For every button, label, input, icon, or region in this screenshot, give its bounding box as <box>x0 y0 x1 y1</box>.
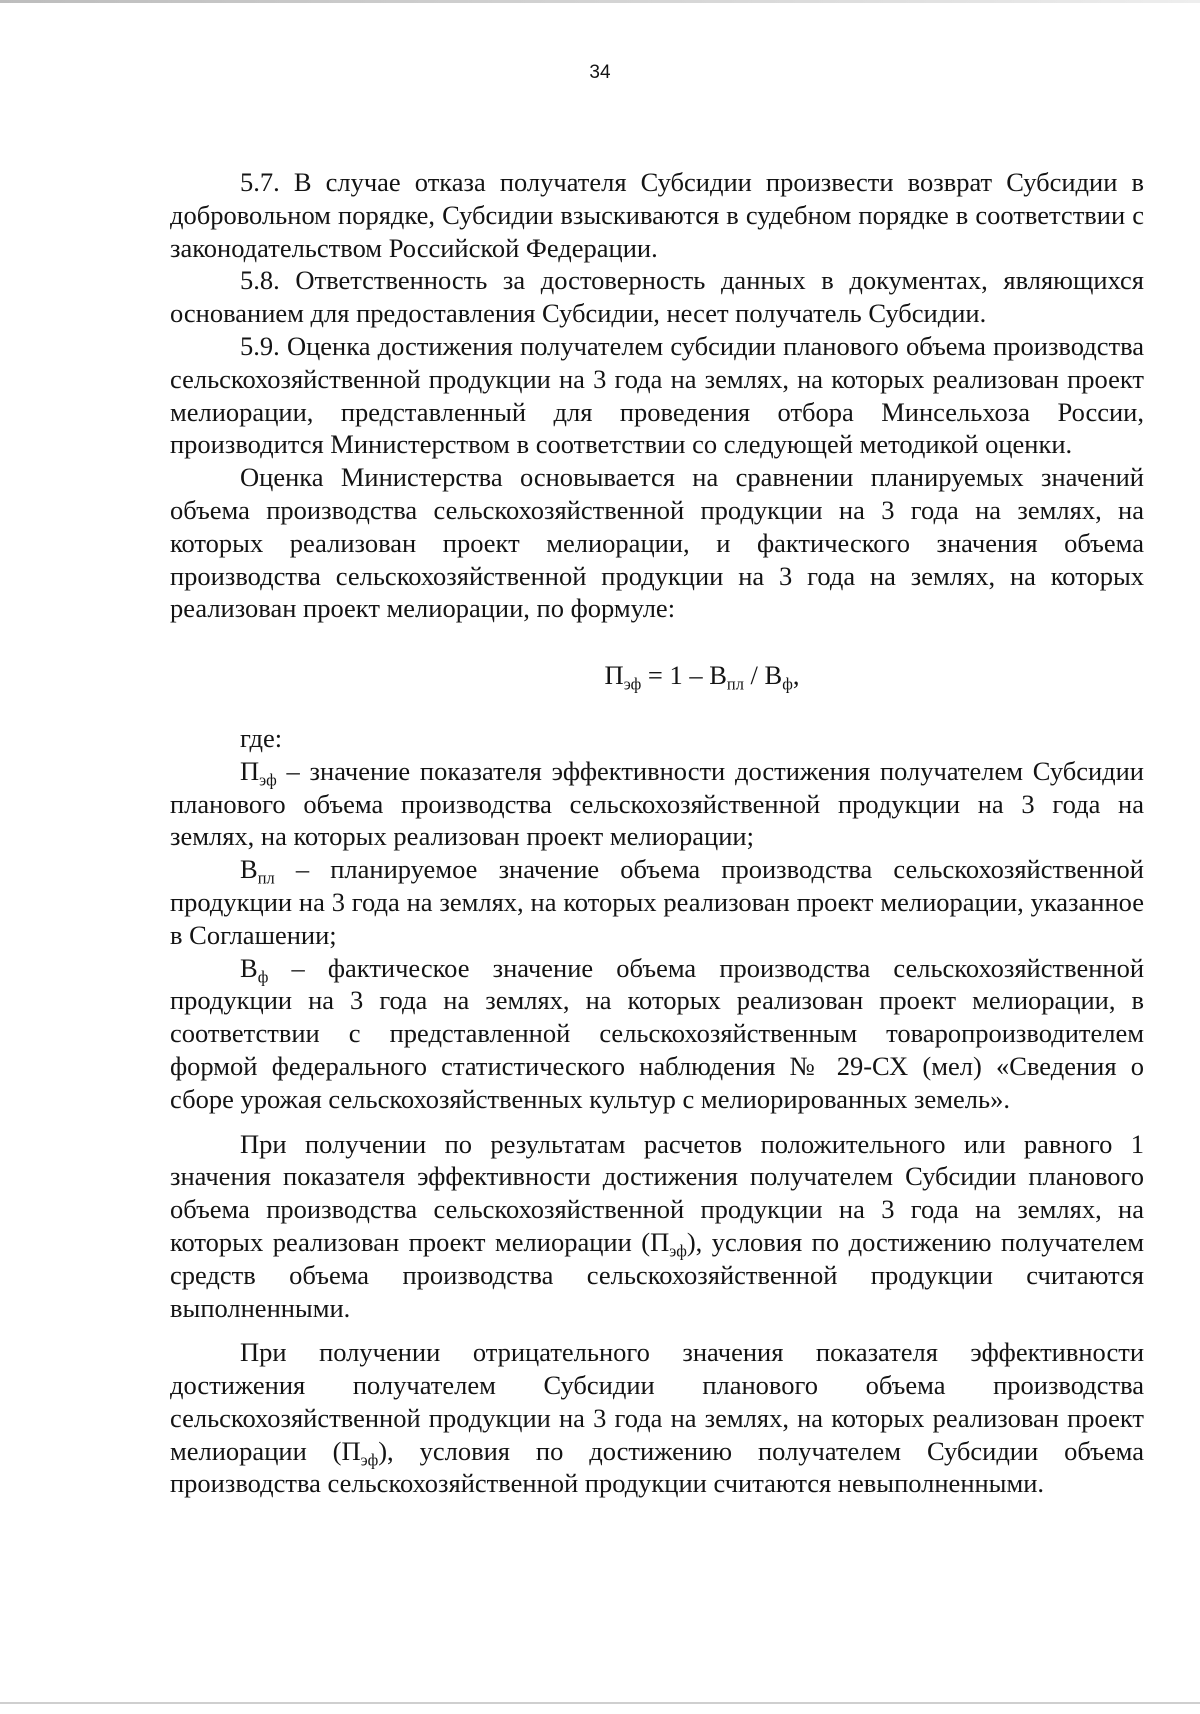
paragraph-evaluation-method: Оценка Министерства основывается на сравнении планируемых значений объема производства сельскохозяйственной продукции на 3 года на землях, на которых реализован проект мелиорации, и фактического значения объема производства сельскохозяйственной продукции на 3 года на землях, на которых реализован проект мелиорации, по формуле: <box>170 462 1144 624</box>
definition-vpl-text: – планируемое значение объема производства сельскохозяйственной продукции на 3 года на землях, на которых реализован проект мелиорации, указанное в Соглашении; <box>170 854 1144 950</box>
definition-vf-subscript: ф <box>257 966 269 986</box>
paragraph-5-9: 5.9. Оценка достижения получателем субсидии планового объема производства сельскохозяйственной продукции на 3 года на землях, на которых реализован проект мелиорации, представленный для проведения отбора Минсельхоза России, производится Министерством в соответствии со следующей методикой оценки. <box>170 330 1144 460</box>
definition-vf-text: – фактическое значение объема производства сельскохозяйственной продукции на 3 года на землях, на которых реализован проект мелиорации, в соответствии с представленной сельскохозяйственным товаропроизводителем формой федерального статистического наблюдения № 29-СХ (мел) «Сведения о сборе урожая сельскохозяйственных культур с мелиорированных земель». <box>170 952 1144 1114</box>
conclusion-negative-text-start: При получении отрицательного значения показателя эффективности достижения получателем Субсидии планового объема производства сельскохозяйственной продукции на 3 года на землях, на которых реализован проект мелиорации (П <box>170 1337 1144 1466</box>
paragraph-5-8: 5.8. Ответственность за достоверность данных в документах, являющихся основанием для предоставления Субсидии, несет получатель Субсидии. <box>170 265 1144 329</box>
conclusion-negative-subscript: эф <box>360 1449 379 1469</box>
formula-middle: = 1 – В <box>641 660 727 691</box>
formula-division: / В <box>743 660 783 691</box>
paragraph-5-7: 5.7. В случае отказа получателя Субсидии произвести возврат Субсидии в добровольном порядке, Субсидии взыскиваются в судебном порядке в соответствии с законодательством Российской Федерации. <box>170 167 1144 263</box>
scan-edge-top <box>0 0 1200 3</box>
definition-vf <box>170 952 1144 1116</box>
formula-end: , <box>792 660 800 691</box>
definition-pef-symbol: П <box>240 755 260 786</box>
conclusion-negative <box>170 1336 1144 1500</box>
definition-pef-subscript: эф <box>259 770 277 789</box>
scan-edge-bottom <box>0 1702 1200 1704</box>
definition-vpl-symbol: В <box>240 854 258 885</box>
definition-pef-text: – значение показателя эффективности достижения получателем Субсидии планового объема производства сельскохозяйственной продукции на 3 года на землях, на которых реализован проект мелиорации; <box>170 755 1144 852</box>
formula-lhs-subscript: эф <box>623 674 642 694</box>
conclusion-negative-text-end: ), условия по достижению получателем Субсидии объема производства сельскохозяйственной продукции считаются невыполненными. <box>170 1435 1144 1499</box>
definition-vf-symbol: В <box>240 952 258 983</box>
where-label: где: <box>240 722 283 753</box>
formula-planned-subscript: пл <box>726 674 744 694</box>
document-body <box>170 166 1144 1500</box>
conclusion-positive <box>170 1128 1144 1325</box>
conclusion-positive-text-start: При получении по результатам расчетов положительного или равного 1 значения показателя эффективности достижения получателем Субсидии планового объема производства сельскохозяйственной продукции на 3 года на землях, на которых реализован проект мелиорации (П <box>170 1128 1144 1257</box>
definition-vpl <box>170 853 1144 951</box>
conclusion-positive-subscript: эф <box>669 1241 687 1261</box>
definition-pef <box>170 755 1144 853</box>
page-number: 34 <box>589 62 611 83</box>
definition-vpl-subscript: пл <box>257 868 275 888</box>
formula-lhs: П <box>604 660 624 691</box>
efficiency-formula <box>170 659 1144 692</box>
conclusion-positive-text-end: ), условия по достижению получателем средств объема производства сельскохозяйственной продукции считаются выполненными. <box>170 1226 1144 1323</box>
formula-actual-subscript: ф <box>782 674 793 694</box>
